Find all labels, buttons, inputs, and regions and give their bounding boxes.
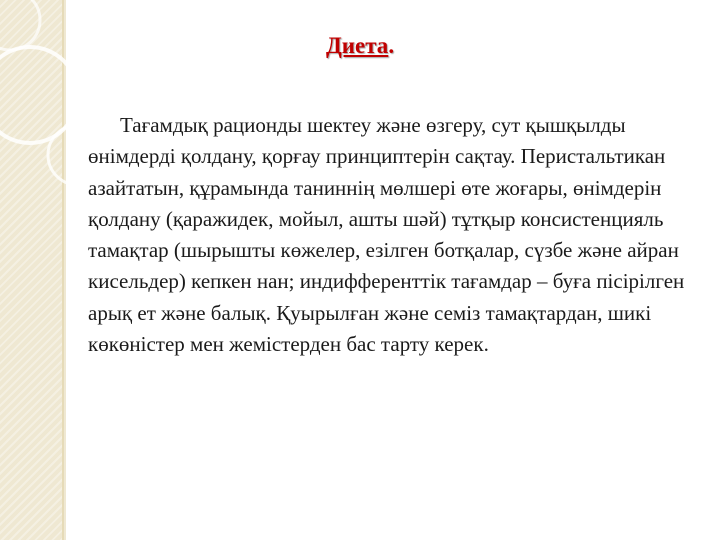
slide-title	[250, 33, 470, 59]
slide-title-suffix: .	[388, 33, 395, 58]
decorative-circle-top	[0, 0, 40, 50]
slide-title-word: Диета	[325, 33, 389, 58]
slide-body-paragraph: Тағамдық рационды шектеу және өзгеру, сут қышқылды өнімдерді қолдану, қорғау принциптерін сақтау. Перистальтикан азайтатын, құрамында таниннің мөлшері өте жоғары, өнімдерін қолдану (қаражидек, мойыл, ашты шәй) тұтқыр консистенцияль тамақтар (шырышты көжелер, езілген ботқалар, сүзбе және айран кисельдер) кепкен нан; индифференттік тағамдар – буға пісірілген арық ет және балық. Қуырылған және семіз тамақтардан, шикі көкөністер мен жемістерден бас тарту керек.	[88, 113, 685, 357]
